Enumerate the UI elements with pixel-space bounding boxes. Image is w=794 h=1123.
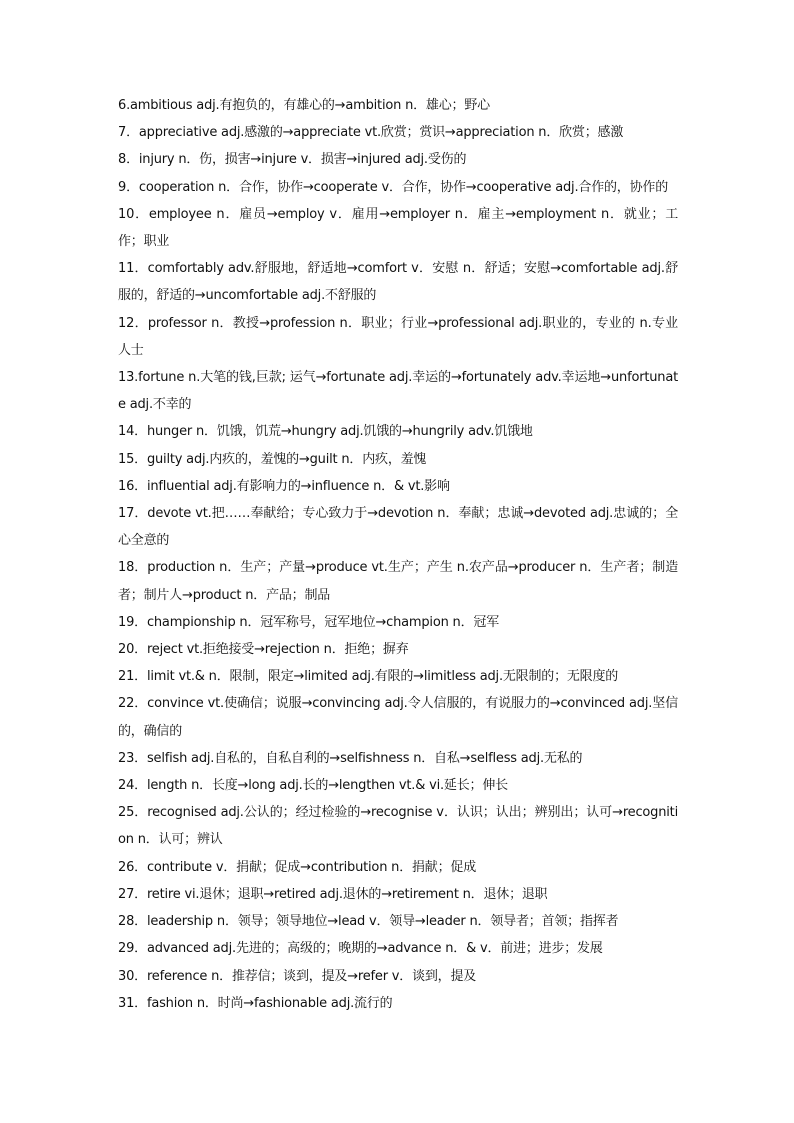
vocab-entry-6: 6.ambitious adj.有抱负的，有雄心的→ambition n．雄心；野心	[118, 98, 490, 113]
vocab-entry-19: 19．championship n．冠军称号，冠军地位→champion n．冠军	[118, 614, 500, 630]
vocab-entry-9: 9．cooperation n．合作，协作→cooperate v．合作，协作→cooperative adj.合作的，协作的	[118, 179, 668, 195]
vocab-entry-22: 22．convince vt.使确信；说服→convincing adj.令人信服的，有说服力的→convinced adj.坚信的，确信的	[118, 696, 678, 739]
vocab-entry-8: 8．injury n．伤，损害→injure v．损害→injured adj.受伤的	[118, 152, 467, 168]
vocab-entry-25: 25．recognised adj.公认的；经过检验的→recognise v．认识；认出；辨别出；认可→recognition n．认可；辨认	[118, 805, 678, 848]
vocab-entry-17: 17．devote vt.把……奉献给；专心致力于→devotion n．奉献；忠诚→devoted adj.忠诚的；全心全意的	[118, 506, 678, 549]
vocab-entry-11: 11．comfortably adv.舒服地，舒适地→comfort v．安慰 n．舒适；安慰→comfortable adj.舒服的，舒适的→uncomfortable adj.不舒服的	[118, 261, 678, 304]
vocab-entry-15: 15．guilty adj.内疚的，羞愧的→guilt n．内疚，羞愧	[118, 451, 427, 467]
vocab-entry-10: 10．employee n．雇员→employ v．雇用→employer n．雇主→employment n．就业；工作；职业	[118, 206, 678, 250]
vocab-entry-26: 26．contribute v．捐献；促成→contribution n．捐献；促成	[118, 859, 476, 875]
vocab-entry-24: 24．length n．长度→long adj.长的→lengthen vt.& vi.延长；伸长	[118, 778, 508, 794]
vocab-entry-30: 30．reference n．推荐信；谈到，提及→refer v．谈到，提及	[118, 968, 477, 984]
vocab-entry-28: 28．leadership n．领导；领导地位→lead v．领导→leader n．领导者；首领；指挥者	[118, 914, 619, 930]
vocab-entry-12: 12．professor n．教授→profession n．职业；行业→professional adj.职业的，专业的 n.专业人士	[118, 315, 678, 358]
vocab-entry-20: 20．reject vt.拒绝接受→rejection n．拒绝；摒弃	[118, 642, 409, 658]
vocab-entry-18: 18．production n．生产；产量→produce vt.生产；产生 n.农产品→producer n．生产者；制造者；制片人→product n．产品；制品	[118, 560, 678, 603]
vocab-entry-23: 23．selfish adj.自私的，自私自利的→selfishness n．自私→selfless adj.无私的	[118, 750, 583, 766]
vocabulary-list	[118, 92, 678, 1017]
vocab-entry-16: 16．influential adj.有影响力的→influence n．& vt.影响	[118, 478, 450, 494]
vocab-entry-13: 13.fortune n.大笔的钱,巨款; 运气→fortunate adj.幸运的→fortunately adv.幸运地→unfortunate adj.不幸的	[118, 370, 678, 413]
vocab-entry-7: 7．appreciative adj.感激的→appreciate vt.欣赏；赏识→appreciation n．欣赏；感激	[118, 125, 624, 141]
vocab-entry-29: 29．advanced adj.先进的；高级的；晚期的→advance n．& v．前进；进步；发展	[118, 941, 603, 957]
vocab-entry-31: 31．fashion n．时尚→fashionable adj.流行的	[118, 995, 393, 1011]
vocab-entry-14: 14．hunger n．饥饿，饥荒→hungry adj.饥饿的→hungrily adv.饥饿地	[118, 424, 533, 440]
vocab-entry-27: 27．retire vi.退休；退职→retired adj.退休的→retirement n．退休；退职	[118, 886, 548, 902]
vocab-entry-21: 21．limit vt.& n．限制，限定→limited adj.有限的→limitless adj.无限制的；无限度的	[118, 669, 619, 685]
